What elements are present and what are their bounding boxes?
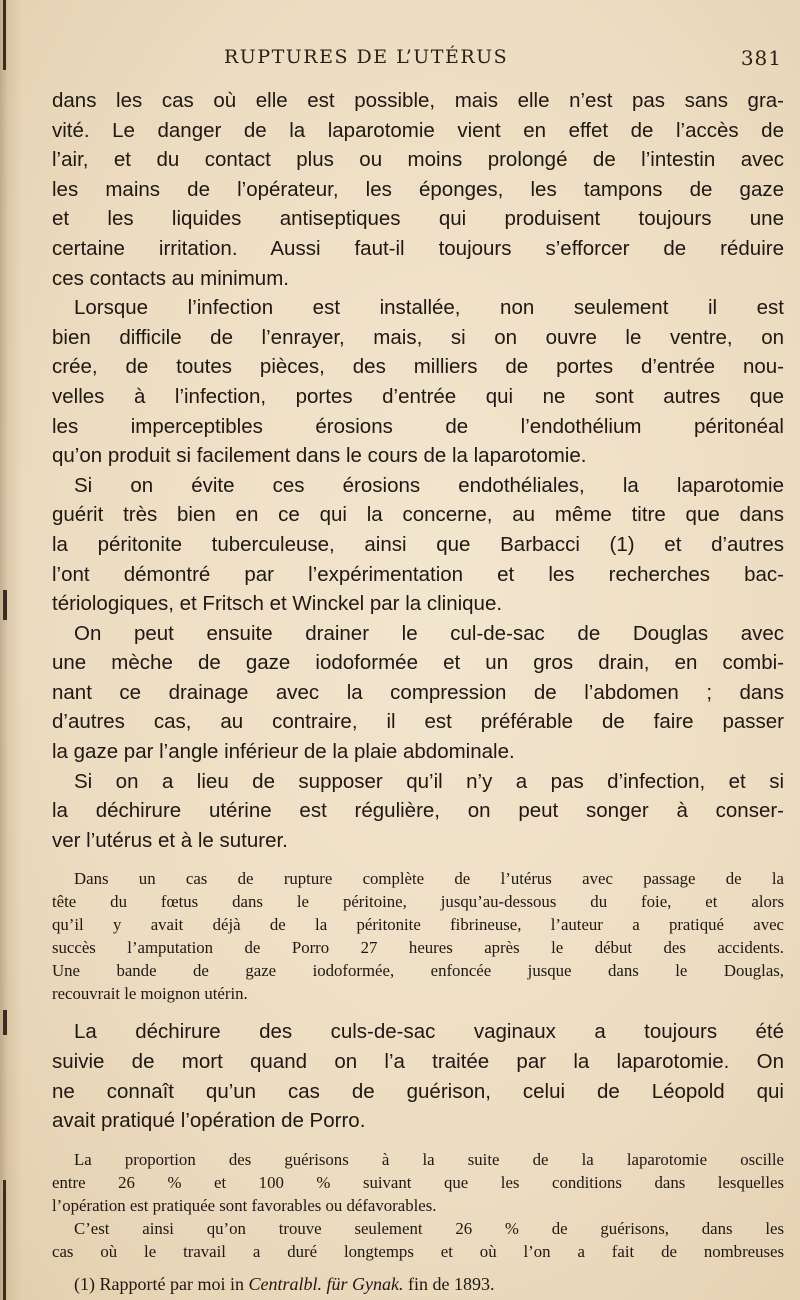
paragraph-6	[52, 1017, 784, 1135]
text-line: nant ce drainage avec la compression de l’abdomen ; dans	[52, 680, 784, 704]
text-line: cas où le travail a duré longtemps et où l’on a fait de nombreuses	[52, 1241, 784, 1261]
footnote-line	[52, 1271, 784, 1297]
footnote-journal: Centralbl. für Gynak.	[248, 1273, 404, 1294]
scan-edge-mark	[3, 1010, 7, 1035]
text-line: qu’on produit si facilement dans le cours de la laparotomie.	[52, 444, 587, 468]
text-line: succès l’amputation de Porro 27 heures après le début des accidents.	[52, 938, 784, 958]
paragraph-small-1	[52, 867, 784, 1005]
text-line: crée, de toutes pièces, des milliers de portes d’entrée nou-	[52, 355, 784, 379]
text-line: et les liquides antiseptiques qui produisent toujours une	[52, 207, 784, 231]
text-line: ne connaît qu’un cas de guérison, celui de Léopold qui	[52, 1079, 784, 1103]
text-line: Si on évite ces érosions endothéliales, la laparotomie	[74, 473, 784, 497]
text-line: l’opération est pratiquée sont favorables ou défavorables.	[52, 1195, 437, 1215]
text-line: velles à l’infection, portes d’entrée qui ne sont autres que	[52, 384, 784, 408]
text-line: vité. Le danger de la laparotomie vient en effet de l’accès de	[52, 118, 784, 142]
text-line: Dans un cas de rupture complète de l’utérus avec passage de la	[74, 869, 784, 889]
text-line: une mèche de gaze iodoformée et un gros drain, en combi-	[52, 651, 784, 675]
text-line: les imperceptibles érosions de l’endothélium péritonéal	[52, 414, 784, 438]
paragraph-5	[52, 767, 784, 856]
text-line: tête du fœtus dans le péritoine, jusqu’au-dessous du foie, et alors	[52, 892, 784, 912]
text-line: recouvrait le moignon utérin.	[52, 984, 248, 1004]
text-line: la gaze par l’angle inférieur de la plaie abdominale.	[52, 740, 515, 764]
scan-edge-mark	[3, 590, 7, 620]
footnote-suffix: fin de 1893.	[403, 1273, 495, 1294]
text-line: certaine irritation. Aussi faut-il toujours s’efforcer de réduire	[52, 236, 784, 260]
text-line: dans les cas où elle est possible, mais elle n’est pas sans gra-	[52, 89, 784, 112]
text-line: Si on a lieu de supposer qu’il n’y a pas d’infection, et si	[74, 769, 784, 793]
text-line: ver l’utérus et à le suturer.	[52, 828, 288, 852]
text-line: d’autres cas, au contraire, il est préférable de faire passer	[52, 710, 784, 734]
text-line: Lorsque l’infection est installée, non seulement il est	[74, 296, 784, 320]
running-title: RUPTURES DE L’UTÉRUS	[224, 46, 509, 68]
text-line: La proportion des guérisons à la suite de la laparotomie oscille	[74, 1149, 784, 1169]
text-line: La déchirure des culs-de-sac vaginaux a toujours été	[74, 1020, 784, 1044]
text-line: ces contacts au minimum.	[52, 266, 289, 290]
paragraph-4	[52, 619, 784, 767]
text-line: bien difficile de l’enrayer, mais, si on ouvre le ventre, on	[52, 325, 784, 349]
text-line: avait pratiqué l’opération de Porro.	[52, 1109, 366, 1133]
scan-edge-mark	[3, 1180, 6, 1300]
text-line: C’est ainsi qu’on trouve seulement 26 % de guérisons, dans les	[74, 1218, 784, 1238]
text-line: la déchirure utérine est régulière, on peut songer à conser-	[52, 799, 784, 823]
text-line: l’air, et du contact plus ou moins prolongé de l’intestin avec	[52, 148, 784, 172]
page-header	[52, 46, 782, 76]
text-line: entre 26 % et 100 % suivant que les conditions dans lesquelles	[52, 1172, 784, 1192]
text-line: guérit très bien en ce qui la concerne, au même titre que dans	[52, 503, 784, 527]
paragraph-3	[52, 471, 784, 619]
footnote-prefix: (1) Rapporté par moi in	[74, 1273, 249, 1294]
text-line: les mains de l’opérateur, les éponges, les tampons de gaze	[52, 177, 784, 201]
text-line: qu’il y avait déjà de la péritonite fibrineuse, l’auteur a pratiqué avec	[52, 915, 784, 935]
scan-edge-mark	[3, 0, 6, 70]
text-line: l’ont démontré par l’expérimentation et les recherches bac-	[52, 562, 784, 586]
paragraph-2	[52, 293, 784, 471]
paragraph-small-2	[52, 1148, 784, 1263]
footnote	[52, 1271, 784, 1297]
text-line: Une bande de gaze iodoformée, enfoncée jusque dans le Douglas,	[52, 961, 784, 981]
text-line: suivie de mort quand on l’a traitée par la laparotomie. On	[52, 1050, 784, 1074]
text-line: tériologiques, et Fritsch et Winckel par la clinique.	[52, 592, 503, 616]
text-line: On peut ensuite drainer le cul-de-sac de Douglas avec	[74, 621, 784, 645]
paragraph-1	[52, 86, 784, 293]
page-number: 381	[740, 46, 782, 70]
text-line: la péritonite tuberculeuse, ainsi que Barbacci (1) et d’autres	[52, 532, 784, 556]
page-body	[52, 86, 784, 1297]
